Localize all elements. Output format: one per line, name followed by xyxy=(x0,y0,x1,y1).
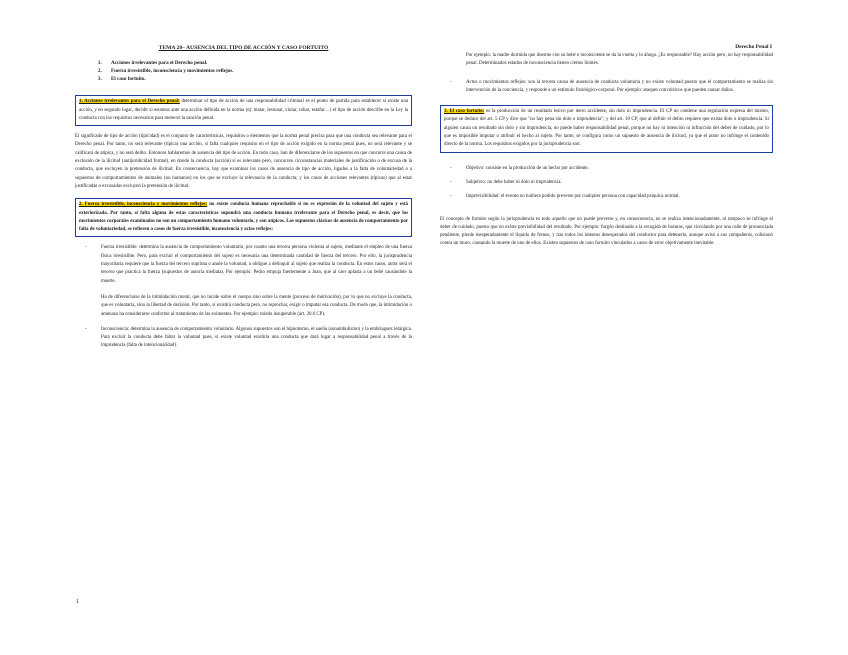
section-heading: 3. El caso fortuito: xyxy=(444,109,485,115)
toc-item: 3. El caso fortuito. xyxy=(103,75,412,83)
right-column xyxy=(440,52,773,256)
toc-item: 1. Acciones irrelevantes para el Derecho penal. xyxy=(103,59,412,67)
bullet-list xyxy=(75,244,412,285)
paragraph-intimidacion: Ha de diferenciarse de la intimidación moral, que no incide sobre el cuerpo sino sobre la mente (proceso de motivación), por lo que no excluye la conducta, que es voluntaria, sino la libertad de decisión. Por tanto, sí existirá conducta pero, no reprochar, exigir o imputar esa conducta. De modo que, la intimidación o amenaza ha considerarse conforme al tratamiento de las eximentes. Por ejemplo: miedo insuperable (art. 20.6 CP). xyxy=(101,294,412,317)
section-box-acciones-irrelevantes xyxy=(75,95,412,126)
document-header: Derecho Penal I xyxy=(735,44,772,50)
paragraph-fortuito: El concepto de fortuito según la jurisprudencia es todo aquello que no puede preverse y, en consecuencia, no se realiza intencionadamente, ni tampoco se infringe el deber de cuidado, puesto que no existe previsibilidad del resultado. Por ejemplo: furgón destinado a la recogida de basuras, que circulando por una calle de pronunciada pendiente, pierde inesperadamente el líquido de frenos, y tras todos los intentos desesperados del conductor para detenerlo, aunque avisó a sus compañeros, colisionó contra un muro, causando la muerte de uno de ellos. Existen supuestos de caso fortuito vinculados a casos de error objetivamente inevitable. xyxy=(440,216,773,247)
section-heading: 1. Acciones irrelevantes para el Derecho penal: xyxy=(79,99,180,105)
section-text: determinar el tipo de acción de una responsabilidad criminal es el punto de partida para establecer si existe una acción, y en segundo lugar, decidir si estamos ante una acción definida en la norma (ej: matar, lesionar, violar, robar, estafar…) el tipo de acción describe en la Ley la conducta con los requisitos necesarios para merecer la sanción penal. xyxy=(79,99,408,121)
section-box-caso-fortuito xyxy=(440,105,773,152)
requisitos-list xyxy=(440,165,773,202)
section-text: es la producción de un resultado lesivo por mero accidente, sin dolo ni imprudencia. El CP no contiene una regulación expresa del mismo, porque se deduce del art. 5 CP y dice que "no hay pena sin dolo o imprudencia"; y del art. 10 CP, que al definir el delito requiere que exista dolo o imprudencia. Si alguien causa un resultado sin dolo y sin imprudencia, no puede haber responsabilidad penal, porque no hay ni intención ni infracción del deber de cuidado, por lo que es imposible imputar o atribuir el hecho al sujeto. Por tanto, se configura como un supuesto de ausencia de ilicitud, ya que el autor no infringe el contenido directo de la norma. Los requisitos exigidos por la jurisprudencia son: xyxy=(444,109,769,148)
bullet-list xyxy=(75,326,412,351)
section-box-fuerza-irresistible xyxy=(75,198,412,237)
list-item-fuerza-irresistible: - Fuerza irresistible: determina la ausencia de comportamiento voluntario, por cuanto una tercera persona violenta al sujeto, mediante el empleo de una fuerza física irresistible. Pero, para excluir el comportamiento del sujeto es necesaria una determinada cantidad de fuerza del tercero. Por ello, la jurisprudencia mayoritaria requiere que la fuerza del tercero suprima o anule la voluntad, u obligue a delinquir al sujeto que realiza la conducta. En estos casos, autor será el tercero que practica la fuerza (supuestos de autoría mediata). Por ejemplo: Pedro empuja fuertemente a Juan, que al caer aplasta a un bebé causándole la muerte. xyxy=(101,244,412,285)
list-item-objetivo: - Objetivo: consiste en la producción de un hecho por accidente. xyxy=(466,165,773,173)
page-number: 1 xyxy=(76,599,79,605)
toc-item: 2. Fuerza irresistible, inconsciencia y movimientos reflejos. xyxy=(103,67,412,75)
paragraph-tipicidad: El significado de tipo de acción (tipicidad) es el conjunto de características, requisitos o elementos que la norma penal precisa para que una conducta sea relevante para el Derecho penal. Por tanto, no será relevante (típica) una acción, si falta cualquier requisito en el tipo de acción exigido en la norma penal pues, no será relevante y se calificará de atípica, y no será delito. Entonces hablaremos de ausencia del tipo de acción. En todo caso, han de diferenciarse de los supuestos en que concurre una causa de exclusión de la ilicitud (antijuridicidad formal), en donde la conducta (acción) sí es relevante pero, concurren circunstancias materiales de justificación o de excusa de la conducta, que excluyen la pretensión de ilicitud. En consecuencia, hay que examinar los casos de ausencia de tipo de acción, ligados a la falta de voluntariedad o a supuestos de comportamientos de animales (no humanos) en los que se excluye la relevancia de la conducta; y los casos de acciones relevantes (típicas) que al estar justificadas o excusadas excluyen la pretensión de ilicitud. xyxy=(75,134,412,189)
table-of-contents xyxy=(75,59,412,83)
list-item-subjetivo: - Subjetivo: no debe haber ni dolo ni imprudencia. xyxy=(466,179,773,187)
list-item-inconsciencia: - Inconsciencia: determina la ausencia de comportamiento voluntario. Algunos supuestos son el hipnotismo, el sueño (sonambulismo) y la embriaguez letárgica. Para excluir la conducta debe faltar la voluntad pues, si existe voluntad existiría una conducta que dará lugar a responsabilidad penal a través de la imprudencia (falta de intencionalidad). xyxy=(101,326,412,351)
paragraph-ejemplo-madre: Por ejemplo: la madre dormida que duerme con su bebé e inconsciente se da la vuelta y lo ahoga. ¿Es responsable? Hay acción pero, no hay responsabilidad penal. Determinados estados de inconsciencia tienen ciertos límites. xyxy=(466,53,773,67)
bullet-list xyxy=(440,79,773,96)
section-heading: 2. Fuerza irresistible, inconsciencia y movimientos reflejos: xyxy=(79,202,208,208)
document-title: TEMA 28– AUSENCIA DEL TIPO DE ACCIÓN Y CASO FORTUITO xyxy=(158,45,329,51)
left-column xyxy=(75,44,412,359)
section-text: no existe conducta humana reprochable si no es expresión de la voluntad del sujeto y está exteriorizada. Por tanto, si falta alguna de estas características supondrá una conducta humana irrelevante para el Derecho penal, es decir, que los movimientos corporales examinados no son un comportamiento humano voluntario, y son atípicos. Los supuestos clásicos de ausencia de comportamiento por falta de voluntariedad, se refieren a casos de fuerza irresistible, inconsciencia y actos reflejos: xyxy=(79,202,408,233)
list-item-actos-reflejos: - Actos o movimientos reflejos: son la tercera causa de ausencia de conducta voluntaria y no existe voluntad puesto que el comportamiento se realiza sin intervención de la conciencia, y responde a un estímulo fisiológico-corporal. Por ejemplo: ataques convulsivos que pueden causar daños. xyxy=(466,79,773,96)
list-item-imprevisibilidad: - Imprevisibilidad: el evento no hubiera podido preverse por cualquier persona con capacidad psíquica normal. xyxy=(466,193,773,201)
